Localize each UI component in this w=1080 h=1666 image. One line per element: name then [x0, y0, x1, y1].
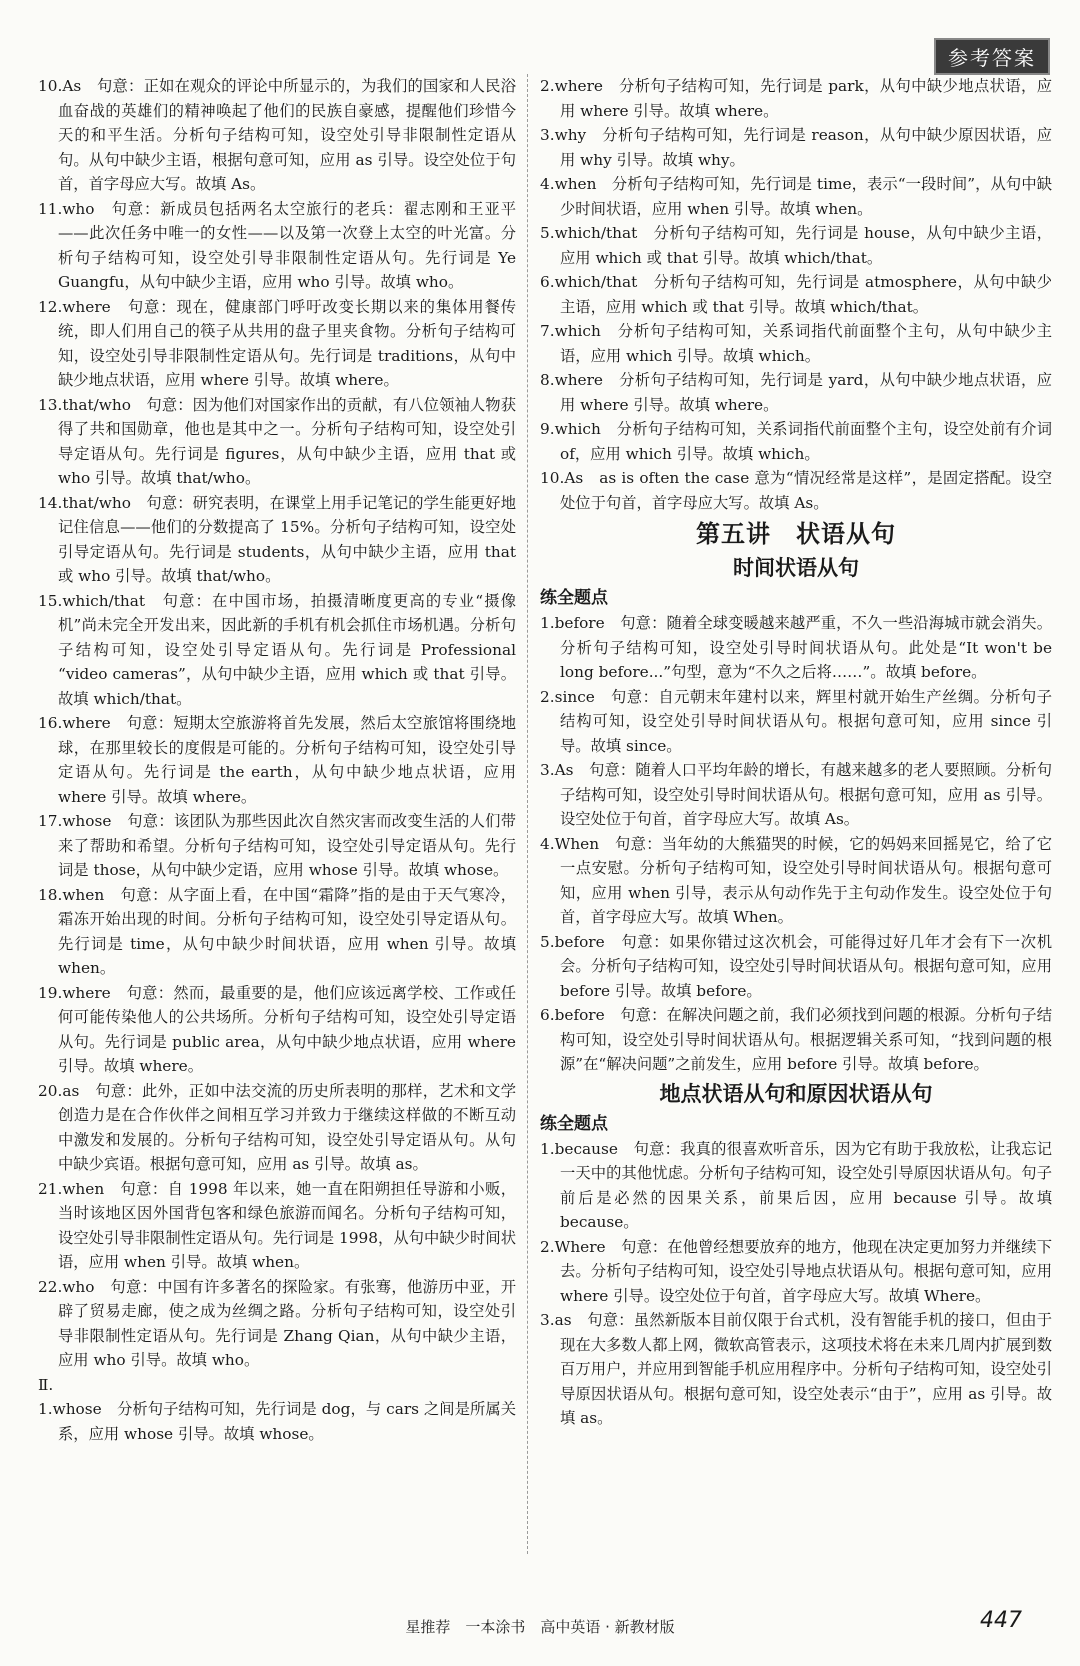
answer-entry: 14.that/who 句意：研究表明，在课堂上用手记笔记的学生能更好地记住信息——他们的分数提高了 15%。分析句子结构可知，设空处引导定语从句。先行词是 students，从句中缺少主语，应用 that 或 who 引导。故填 that/who。 — [38, 493, 516, 585]
answer-entry: 4.When 句意：当年幼的大熊猫哭的时候，它的妈妈来回摇晃它，给了它一点安慰。分析句子结构可知，设空处引导时间状语从句。根据句意可知，应用 when 引导，表示从句动作先于主句动作发生。设空处位于句首，首字母应大写。故填 When。 — [540, 834, 1052, 926]
answer-entry: 3.As 句意：随着人口平均年龄的增长，有越来越多的老人要照顾。分析句子结构可知，设空处引导时间状语从句。根据句意可知，应用 as 引导。设空处位于句首，首字母应大写。故填 As。 — [540, 761, 1052, 828]
answer-key-tag: 参考答案 — [934, 38, 1050, 75]
answer-entry: 13.that/who 句意：因为他们对国家作出的贡献，有八位领袖人物获得了共和国勋章，他也是其中之一。分析句子结构可知，设空处引导定语从句。先行词是 figures，从句中缺少主语，应用 that 或 who 引导。故填 that/who。 — [38, 395, 516, 487]
answer-entry: 9.which 分析句子结构可知，关系词指代前面整个主句，设空处前有介词 of，应用 which 引导。故填 which。 — [540, 420, 1052, 463]
answer-entry: 10.As 句意：正如在观众的评论中所显示的，为我们的国家和人民浴血奋战的英雄们的精神唤起了他们的民族自豪感，提醒他们珍惜今天的和平生活。分析句子结构可知，设空处引导非限制性定语从句。从句中缺少主语，根据句意可知，应用 as 引导。设空处位于句首，首字母应大写。故填 As。 — [38, 77, 516, 193]
answer-entry: 7.which 分析句子结构可知，关系词指代前面整个主句，从句中缺少主语，应用 which 引导。故填 which。 — [540, 322, 1052, 365]
answer-entry: 16.where 句意：短期太空旅游将首先发展，然后太空旅馆将围绕地球，在那里较长的度假是可能的。分析句子结构可知，设空处引导定语从句。先行词是 the earth，从句中缺少地点状语，应用 where 引导。故填 where。 — [38, 714, 516, 806]
answer-entry: 1.because 句意：我真的很喜欢听音乐，因为它有助于我放松，让我忘记一天中的其他忧虑。分析句子结构可知，设空处引导原因状语从句。句子前后是必然的因果关系，前果后因，应用 because 引导。故填 because。 — [540, 1139, 1052, 1231]
book-footer: 星推荐 一本涂书 高中英语 · 新教材版 — [405, 1618, 675, 1636]
answer-entry: 17.whose 句意：该团队为那些因此次自然灾害而改变生活的人们带来了帮助和希望。分析句子结构可知，设空处引导定语从句。先行词是 those，从句中缺少定语，应用 whose 引导。故填 whose。 — [38, 812, 516, 879]
answer-entry: 22.who 句意：中国有许多著名的探险家。有张骞，他游历中亚，开辟了贸易走廊，使之成为丝绸之路。分析句子结构可知，设空处引导非限制性定语从句。先行词是 Zhang Qian，从句中缺少主语，应用 who 引导。故填 who。 — [38, 1277, 516, 1369]
answer-entry: 1.before 句意：随着全球变暖越来越严重，不久一些沿海城市就会消失。分析句子结构可知，设空处引导时间状语从句。此处是“It won't be long before...”句型，意为“不久之后将……”。故填 before。 — [540, 614, 1052, 681]
section-heading-time: 时间状语从句 — [733, 556, 859, 580]
answer-entry: 8.where 分析句子结构可知，先行词是 yard，从句中缺少地点状语，应用 where 引导。故填 where。 — [540, 371, 1052, 414]
answer-entry: 18.when 句意：从字面上看，在中国“霜降”指的是由于天气寒冷，霜冻开始出现的时间。分析句子结构可知，设空处引导定语从句。先行词是 time，从句中缺少时间状语，应用 when 引导。故填 when。 — [38, 885, 516, 977]
drill-heading: 练全题点 — [540, 588, 608, 608]
answer-entry: 2.where 分析句子结构可知，先行词是 park，从句中缺少地点状语，应用 where 引导。故填 where。 — [540, 77, 1052, 120]
answer-entry: 5.before 句意：如果你错过这次机会，可能得过好几年才会有下一次机会。分析句子结构可知，设空处引导时间状语从句。根据句意可知，应用 before 引导。故填 before。 — [540, 932, 1052, 1000]
section-heading-place-cause: 地点状语从句和原因状语从句 — [659, 1081, 933, 1106]
right-column — [540, 74, 1052, 1431]
answer-entry: 3.why 分析句子结构可知，先行词是 reason，从句中缺少原因状语，应用 why 引导。故填 why。 — [540, 126, 1052, 169]
answer-entry: 1.whose 分析句子结构可知，先行词是 dog，与 cars 之间是所属关系，应用 whose 引导。故填 whose。 — [38, 1400, 516, 1443]
answer-entry: 11.who 句意：新成员包括两名太空旅行的老兵：翟志刚和王亚平——此次任务中唯一的女性——以及第一次登上太空的叶光富。分析句子结构可知，设空处引导非限制性定语从句。先行词是 Ye Guangfu，从句中缺少主语，应用 who 引导。故填 who。 — [38, 199, 516, 291]
section-roman-numeral: Ⅱ. — [38, 1375, 54, 1394]
answer-entry: 6.which/that 分析句子结构可知，先行词是 atmosphere，从句中缺少主语，应用 which 或 that 引导。故填 which/that。 — [540, 273, 1052, 316]
answer-entry: 6.before 句意：在解决问题之前，我们必须找到问题的根源。分析句子结构可知，设空处引导时间状语从句。根据逻辑关系可知，“找到问题的根源”在“解决问题”之前发生，应用 before 引导。故填 before。 — [540, 1006, 1052, 1073]
answer-entry: 2.Where 句意：在他曾经想要放弃的地方，他现在决定更加努力并继续下去。分析句子结构可知，设空处引导地点状语从句。根据句意可知，应用 where 引导。设空处位于句首，首字母应大写。故填 Where。 — [540, 1237, 1052, 1305]
answer-entry: 4.when 分析句子结构可知，先行词是 time，表示“一段时间”，从句中缺少时间状语，应用 when 引导。故填 when。 — [540, 175, 1052, 218]
lecture-title: 第五讲 状语从句 — [696, 520, 896, 548]
answer-entry: 19.where 句意：然而，最重要的是，他们应该远离学校、工作或任何可能传染他人的公共场所。分析句子结构可知，设空处引导定语从句。先行词是 public area，从句中缺少地点状语，应用 where 引导。故填 where。 — [38, 983, 516, 1075]
answer-entry: 2.since 句意：自元朝末年建村以来，辉里村就开始生产丝绸。分析句子结构可知，设空处引导时间状语从句。根据句意可知，应用 since 引导。故填 since。 — [540, 687, 1052, 755]
page-number: 447 — [980, 1608, 1022, 1633]
answer-entry: 12.where 句意：现在，健康部门呼吁改变长期以来的集体用餐传统，即人们用自己的筷子从共用的盘子里夹食物。分析句子结构可知，设空处引导非限制性定语从句。先行词是 traditions，从句中缺少地点状语，应用 where 引导。故填 where。 — [38, 297, 516, 389]
answer-entry: 15.which/that 句意：在中国市场，拍摄清晰度更高的专业“摄像机”尚未完全开发出来，因此新的手机有机会抓住市场机遇。分析句子结构可知，设空处引导定语从句。先行词是 Professional “video cameras”，从句中缺少主语，应用 which 或 that 引导。故填 which/that。 — [38, 591, 516, 708]
answer-entry: 5.which/that 分析句子结构可知，先行词是 house，从句中缺少主语，应用 which 或 that 引导。故填 which/that。 — [540, 224, 1052, 267]
answer-entry: 10.As as is often the case 意为“情况经常是这样”，是固定搭配。设空处位于句首，首字母应大写。故填 As。 — [540, 469, 1052, 512]
column-divider — [527, 74, 528, 1554]
left-column — [38, 74, 516, 1446]
answer-entry: 20.as 句意：此外，正如中法交流的历史所表明的那样，艺术和文学创造力是在合作伙伴之间相互学习并致力于继续这样做的不断互动中激发和发展的。分析句子结构可知，设空处引导定语从句。从句中缺少宾语。根据句意可知，应用 as 引导。故填 as。 — [38, 1081, 516, 1173]
answer-entry: 21.when 句意：自 1998 年以来，她一直在阳朔担任导游和小贩，当时该地区因外国背包客和绿色旅游而闻名。分析句子结构可知，设空处引导非限制性定语从句。先行词是 1998，从句中缺少时间状语，应用 when 引导。故填 when。 — [38, 1179, 516, 1271]
answer-entry: 3.as 句意：虽然新版本目前仅限于台式机，没有智能手机的接口，但由于现在大多数人都上网，微软高管表示，这项技术将在未来几周内扩展到数百万用户，并应用到智能手机应用程序中。分析句子结构可知，设空处引导原因状语从句。根据句意可知，设空处表示“由于”，应用 as 引导。故填 as。 — [540, 1311, 1052, 1427]
drill-heading: 练全题点 — [540, 1113, 608, 1134]
